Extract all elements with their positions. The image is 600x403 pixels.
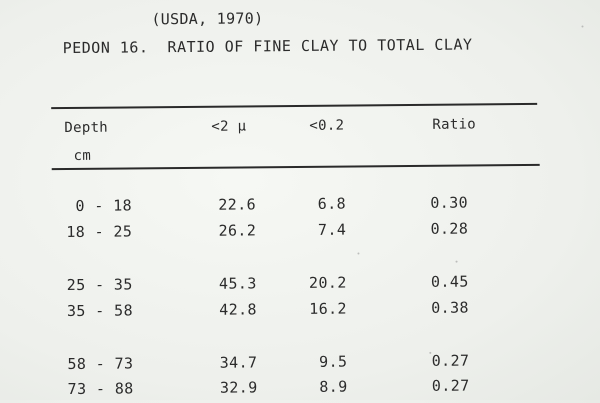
total-clay-cell: 45.3 [218,274,257,293]
total-clay-cell: 32.9 [219,378,258,397]
header-total-clay: <2 µ [211,118,247,135]
total-clay-cell: 42.8 [219,300,258,319]
header-depth-unit: cm [73,147,92,164]
header-fine-clay: <0.2 [309,117,345,134]
table-title: PEDON 16. RATIO OF FINE CLAY TO TOTAL CLAY [62,35,473,58]
dust-speck [429,352,431,354]
depth-cell: 35 - 58 [66,301,134,321]
depth-cell: 73 - 88 [67,379,134,399]
depth-cell: 18 - 25 [66,222,133,242]
fine-clay-cell: 16.2 [309,299,348,318]
ratio-cell: 0.38 [431,298,470,317]
depth-cell: 25 - 35 [66,275,133,295]
total-clay-cell: 26.2 [218,221,257,240]
fine-clay-cell: 7.4 [317,220,347,239]
total-clay-cell: 34.7 [219,353,258,372]
ratio-cell: 0.27 [431,376,470,395]
header-depth: Depth [64,119,109,137]
dust-speck [357,252,359,254]
total-clay-cell: 22.6 [218,195,257,214]
fine-clay-cell: 9.5 [319,352,348,371]
fine-clay-cell: 6.8 [317,194,347,213]
source-note: (USDA, 1970) [151,9,264,29]
ratio-cell: 0.28 [430,219,469,238]
ratio-cell: 0.45 [430,272,469,291]
ratio-cell: 0.30 [430,193,469,212]
depth-cell: 58 - 73 [67,354,134,374]
ratio-cell: 0.27 [431,351,470,370]
dust-speck [581,26,583,28]
fine-clay-cell: 20.2 [308,273,347,292]
depth-cell: 0 - 18 [65,196,133,216]
fine-clay-cell: 8.9 [319,377,348,396]
table-header-rule [52,164,540,170]
dust-speck [456,261,458,263]
table-top-rule [51,103,537,109]
header-ratio: Ratio [432,116,477,133]
